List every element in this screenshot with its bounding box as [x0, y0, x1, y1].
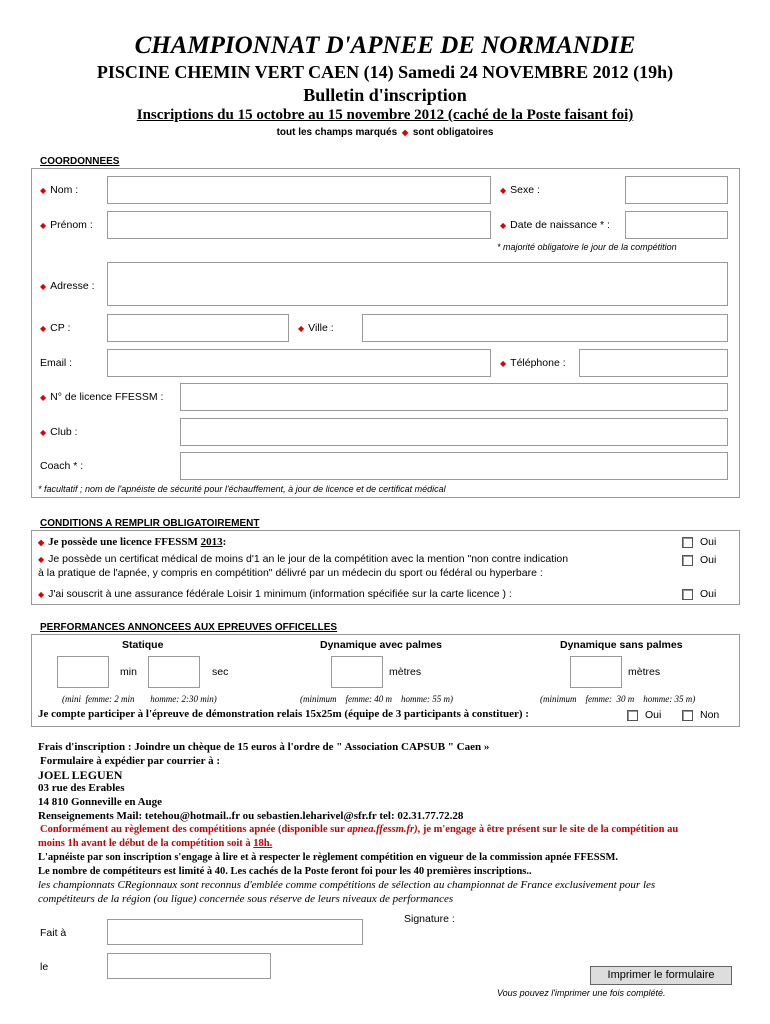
dyn-sans-palmes-heading: Dynamique sans palmes: [560, 639, 683, 651]
adresse-input[interactable]: [107, 262, 728, 306]
dyn-palmes-heading: Dynamique avec palmes: [320, 639, 442, 651]
contact-street: 03 rue des Erables: [38, 782, 125, 794]
dyn-palmes-unit: mètres: [389, 666, 422, 678]
performances-heading: PERFORMANCES ANNONCEES AUX EPREUVES OFFICELLES: [40, 622, 338, 633]
prenom-label: ◆ Prénom :: [40, 219, 93, 231]
licence-oui-label: Oui: [700, 536, 717, 548]
statique-min-input[interactable]: [57, 656, 109, 688]
conformement-line1: Conformément au règlement des compétitions apnée (disponible sur apnea.ffessm.fr), je m'engage à être présent sur le site de la compétition au: [40, 824, 679, 835]
statique-minima: (mini femme: 2 min homme: 2:30 min): [62, 694, 217, 704]
nom-label: ◆ Nom :: [40, 184, 79, 196]
championnat-note-line1: les championnats CRegionnaux sont reconnus d'emblée comme compétitions de sélection au championnat de France exclusivement pour les: [38, 879, 656, 891]
majorite-note: * majorité obligatoire le jour de la compétition: [497, 242, 677, 252]
required-marker-icon: ◆: [500, 186, 507, 195]
certif-condition-line1: ◆ Je possède un certificat médical de moins d'1 an le jour de la compétition avec la mention "non contre indication: [38, 553, 569, 565]
prenom-input[interactable]: [107, 211, 491, 239]
le-label: le: [40, 961, 49, 973]
cp-label: ◆ CP :: [40, 322, 71, 334]
dyn-sans-palmes-unit: mètres: [628, 666, 661, 678]
assurance-oui-label: Oui: [700, 588, 717, 600]
certif-oui-checkbox[interactable]: [682, 555, 693, 566]
fait-a-input[interactable]: [107, 919, 363, 945]
fait-a-label: Fait à: [40, 927, 67, 939]
adresse-label: ◆ Adresse :: [40, 280, 95, 292]
relais-oui-label: Oui: [645, 709, 662, 721]
certif-oui-label: Oui: [700, 554, 717, 566]
required-marker-icon: ◆: [401, 128, 409, 137]
ville-label: ◆ Ville :: [298, 322, 334, 334]
statique-sec-input[interactable]: [148, 656, 200, 688]
event-subtitle: PISCINE CHEMIN VERT CAEN (14) Samedi 24 NOVEMBRE 2012 (19h): [96, 62, 674, 82]
email-input[interactable]: [107, 349, 491, 377]
date-naissance-input[interactable]: [625, 211, 728, 239]
statique-heading: Statique: [122, 639, 164, 651]
required-marker-icon: ◆: [500, 221, 507, 230]
required-marker-icon: ◆: [40, 186, 47, 195]
form-name: Bulletin d'inscription: [303, 85, 467, 105]
print-form-button[interactable]: Imprimer le formulaire: [590, 966, 732, 985]
relais-non-checkbox[interactable]: [682, 710, 693, 721]
ville-input[interactable]: [362, 314, 728, 342]
contact-name: JOEL LEGUEN: [38, 768, 123, 782]
assurance-condition: ◆ J'ai souscrit à une assurance fédérale Loisir 1 minimum (information spécifiée sur la carte licence ) :: [38, 588, 512, 600]
required-marker-icon: ◆: [500, 359, 507, 368]
required-marker-icon: ◆: [40, 221, 47, 230]
print-note: Vous pouvez l'imprimer une fois complété.: [497, 988, 666, 998]
cp-input[interactable]: [107, 314, 289, 342]
championnat-note-line2: compétiteurs de la région (ou ligue) concernée sous réserve de leurs niveaux de performances: [38, 893, 454, 905]
required-marker-icon: ◆: [298, 324, 305, 333]
dyn-sans-palmes-input[interactable]: [570, 656, 622, 688]
coach-input[interactable]: [180, 452, 728, 480]
certif-condition-line2: à la pratique de l'apnée, y compris en compétition" délivré par un médecin du sport ou fédéral ou hyperbare :: [38, 567, 543, 579]
nom-input[interactable]: [107, 176, 491, 204]
coach-label: Coach * :: [40, 460, 84, 472]
sexe-label: ◆ Sexe :: [500, 184, 540, 196]
telephone-label: ◆ Téléphone :: [500, 357, 566, 369]
coordonnees-heading: COORDONNEES: [40, 156, 120, 167]
conformement-line2: moins 1h avant le début de la compétition soit à 18h.: [38, 838, 273, 849]
frais-inscription: Frais d'inscription : Joindre un chèque de 15 euros à l'ordre de " Association CAPSUB " Caen »: [38, 741, 490, 753]
dyn-palmes-minima: (minimum femme: 40 m homme: 55 m): [300, 694, 453, 704]
facultatif-note: * facultatif ; nom de l'apnéiste de sécurité pour l'échauffement, à jour de licence et de certificat médical: [38, 484, 446, 494]
nombre-competiteurs: Le nombre de compétiteurs est limité à 40. Les cachés de la Poste feront foi pour les 40 premières inscriptions..: [38, 866, 532, 877]
club-input[interactable]: [180, 418, 728, 446]
required-marker-icon: ◆: [38, 538, 45, 547]
licence-input[interactable]: [180, 383, 728, 411]
relais-non-label: Non: [700, 709, 720, 721]
dyn-palmes-input[interactable]: [331, 656, 383, 688]
email-label: Email :: [40, 357, 73, 369]
sexe-input[interactable]: [625, 176, 728, 204]
required-marker-icon: ◆: [38, 555, 45, 564]
sec-unit: sec: [212, 666, 229, 678]
renseignements: Renseignements Mail: tetehou@hotmail..fr ou sebastien.leharivel@sfr.fr tel: 02.31.77.72.28: [38, 810, 464, 822]
club-label: ◆ Club :: [40, 426, 78, 438]
licence-oui-checkbox[interactable]: [682, 537, 693, 548]
contact-city: 14 810 Gonneville en Auge: [38, 796, 163, 808]
date-naissance-label: ◆ Date de naissance * :: [500, 219, 610, 231]
formulaire-expedition: Formulaire à expédier par courrier à :: [40, 755, 221, 767]
relais-oui-checkbox[interactable]: [627, 710, 638, 721]
required-marker-icon: ◆: [40, 282, 47, 291]
required-fields-note: tout les champs marqués ◆ sont obligatoires: [276, 127, 494, 138]
signature-label: Signature :: [404, 913, 455, 925]
form-title: CHAMPIONNAT D'APNEE DE NORMANDIE: [134, 32, 636, 59]
required-marker-icon: ◆: [40, 393, 47, 402]
registration-dates: Inscriptions du 15 octobre au 15 novembre 2012 (caché de la Poste faisant foi): [136, 107, 634, 123]
required-marker-icon: ◆: [40, 324, 47, 333]
apneiste-engagement: L'apnéiste par son inscription s'engage à lire et à respecter le règlement compétition en vigueur de la commission apnée FFESSM.: [38, 852, 618, 863]
dyn-sans-palmes-minima: (minimum femme: 30 m homme: 35 m): [540, 694, 696, 704]
required-marker-icon: ◆: [38, 590, 45, 599]
conditions-heading: CONDITIONS A REMPLIR OBLIGATOIREMENT: [40, 518, 260, 529]
relais-question: Je compte participer à l'épreuve de démonstration relais 15x25m (équipe de 3 participants à constituer) :: [38, 708, 529, 720]
required-marker-icon: ◆: [40, 428, 47, 437]
licence-label: ◆ N° de licence FFESSM :: [40, 391, 164, 403]
min-unit: min: [120, 666, 137, 678]
assurance-oui-checkbox[interactable]: [682, 589, 693, 600]
licence-condition: ◆ Je possède une licence FFESSM 2013:: [38, 536, 227, 548]
telephone-input[interactable]: [579, 349, 728, 377]
le-date-input[interactable]: [107, 953, 271, 979]
